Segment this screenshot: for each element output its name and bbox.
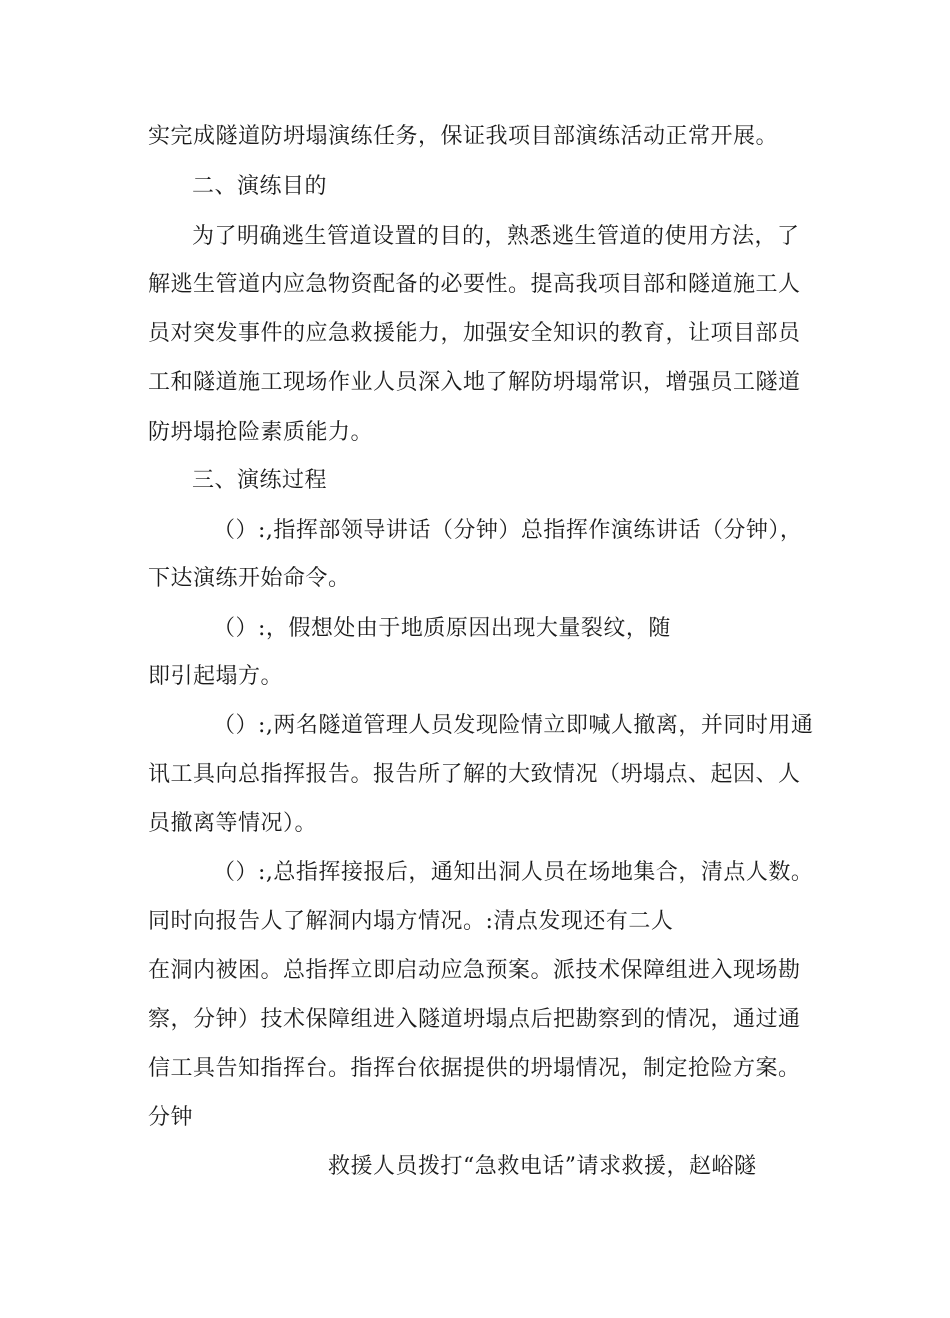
text-line-18: 在洞内被困。总指挥立即启动应急预案。派技术保障组进入现场勘 [148, 958, 801, 983]
text-line-9: （）:,指挥部领导讲话（分钟）总指挥作演练讲话（分钟）， [213, 518, 803, 543]
text-line-11: （）:，假想处由于地质原因出现大量裂纹，随 [213, 616, 671, 641]
text-line-14: 讯工具向总指挥报告。报告所了解的大致情况（坍塌点、起因、人 [148, 762, 801, 787]
text-line-3: 为了明确逃生管道设置的目的，熟悉逃生管道的使用方法，了 [192, 224, 800, 249]
section-heading-process: 三、演练过程 [192, 468, 328, 493]
text-line-21: 分钟 [148, 1105, 194, 1130]
text-line-22: 救援人员拨打“急救电话”请求救援，赵峪隧 [328, 1154, 757, 1179]
text-line-13: （）:,两名隧道管理人员发现险情立即喊人撤离，并同时用通 [213, 713, 814, 738]
section-heading-objective: 二、演练目的 [192, 174, 328, 199]
text-line-5: 员对突发事件的应急救援能力，加强安全知识的教育，让项目部员 [148, 321, 801, 346]
text-line-16: （）:,总指挥接报后，通知出洞人员在场地集合，清点人数。 [213, 860, 814, 885]
text-line-15: 员撤离等情况）。 [148, 811, 318, 836]
text-line-19: 察，分钟）技术保障组进入隧道坍塌点后把勘察到的情况，通过通 [148, 1007, 801, 1032]
text-line-10: 下达演练开始命令。 [148, 566, 351, 591]
text-line-7: 防坍塌抢险素质能力。 [148, 420, 374, 445]
text-line-20: 信工具告知指挥台。指挥台依据提供的坍塌情况，制定抢险方案。 [148, 1056, 801, 1081]
text-line-17: 同时向报告人了解洞内塌方情况。:清点发现还有二人 [148, 909, 674, 934]
text-line-12: 即引起塌方。 [148, 664, 284, 689]
text-line-1: 实完成隧道防坍塌演练任务，保证我项目部演练活动正常开展。 [148, 124, 779, 149]
text-line-6: 工和隧道施工现场作业人员深入地了解防坍塌常识，增强员工隧道 [148, 370, 801, 395]
text-line-4: 解逃生管道内应急物资配备的必要性。提高我项目部和隧道施工人 [148, 272, 801, 297]
